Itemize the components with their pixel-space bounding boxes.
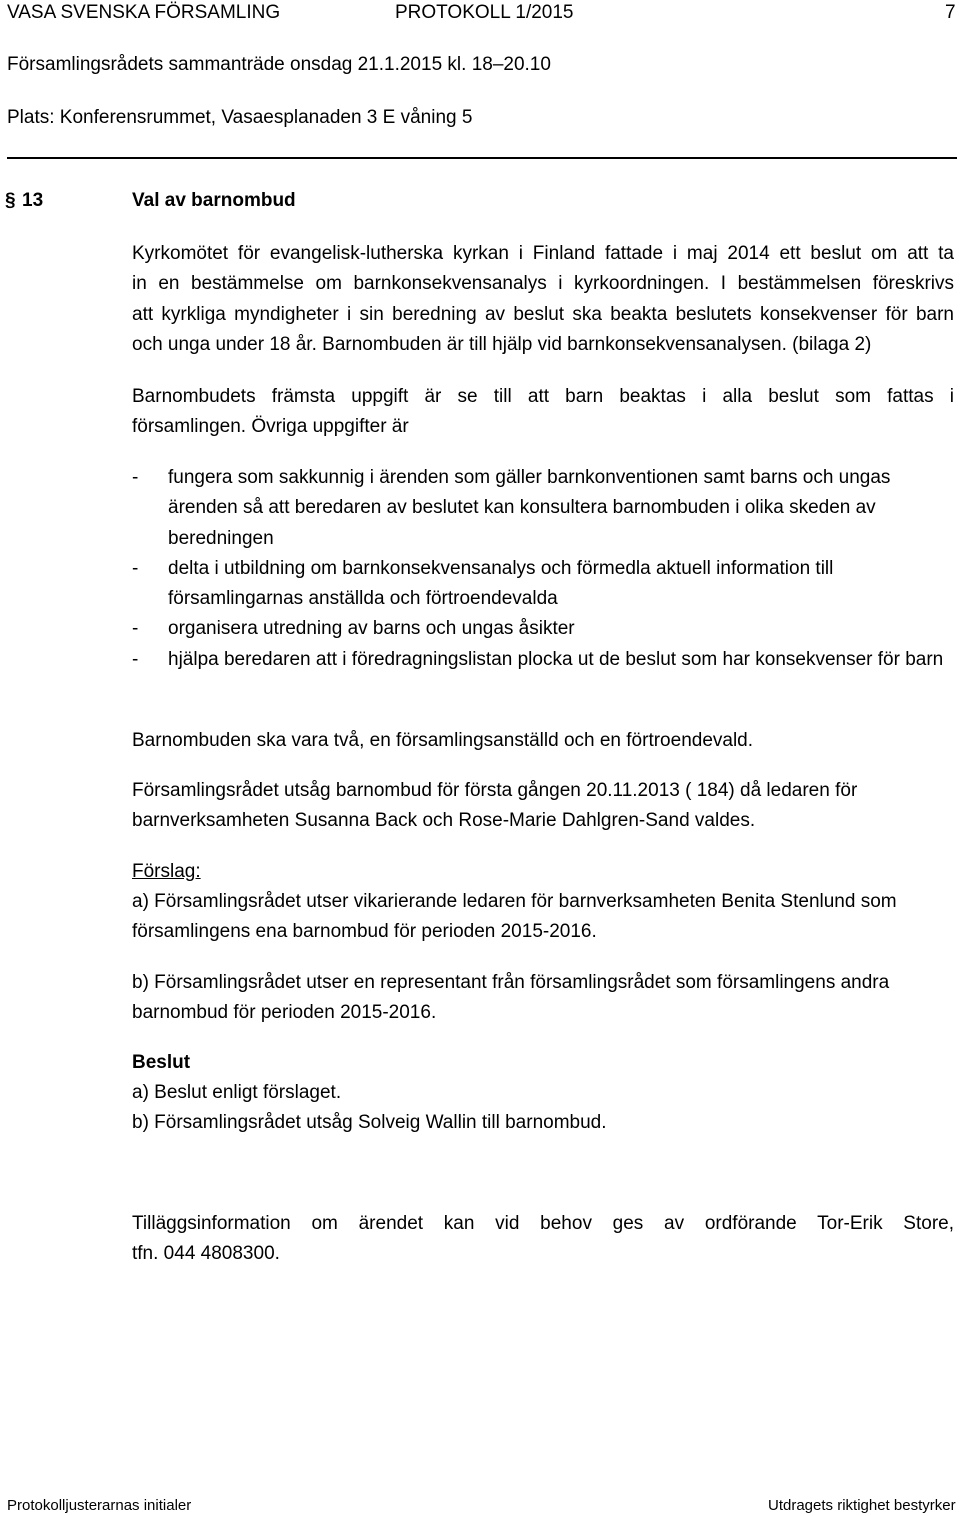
task-paragraph: [132, 382, 954, 443]
section-symbol: §: [5, 190, 16, 211]
list-item: [132, 645, 954, 675]
intro-line: Kyrkomötet för evangelisk-lutherska kyrkan i Finland fattade i maj 2014 ett beslut om att ta: [132, 243, 954, 264]
task-line: församlingen. Övriga uppgifter är: [132, 416, 409, 438]
decision-b: b) Församlingsrådet utsåg Solveig Wallin till barnombud.: [132, 1112, 607, 1133]
list-dash: -: [132, 618, 139, 640]
first-appointment-paragraph: [132, 776, 954, 837]
list-dash: -: [132, 467, 139, 488]
additional-info-line: tfn. 044 4808300.: [132, 1243, 280, 1265]
decision-label: Beslut: [132, 1052, 191, 1073]
list-item-text: hjälpa beredaren att i föredragningslistan plocka ut de beslut som har konsekvenser för barn: [168, 648, 944, 670]
footer-certification-label: Utdragets riktighet bestyrker: [768, 1497, 956, 1514]
first-appointment-line: Församlingsrådet utsåg barnombud för första gången 20.11.2013 ( 184) då ledaren för: [132, 780, 858, 801]
proposal-b: [132, 968, 954, 1029]
intro-line: och unga under 18 år. Barnombuden är till hjälp vid barnkonsekvensanalysen. (bilaga 2): [132, 333, 872, 355]
list-item-text: organisera utredning av barns och ungas åsikter: [168, 618, 575, 640]
proposal-a-line: församlingens ena barnombud för perioden 2015-2016.: [132, 921, 597, 943]
proposal-a: [132, 887, 954, 948]
list-dash: -: [132, 648, 139, 670]
proposal-b-line: barnombud för perioden 2015-2016.: [132, 1002, 437, 1024]
list-item: [132, 463, 954, 554]
intro-paragraph: [132, 239, 954, 360]
additional-info-line: Tilläggsinformation om ärendet kan vid behov ges av ordförande Tor-Erik Store,: [132, 1213, 954, 1234]
first-appointment-line: barnverksamheten Susanna Back och Rose-Marie Dahlgren-Sand valdes.: [132, 810, 756, 832]
section-number: 13: [22, 190, 44, 211]
meeting-place: Plats: Konferensrummet, Vasaesplanaden 3 E våning 5: [7, 107, 473, 128]
list-dash: -: [132, 557, 139, 579]
section-title: Val av barnombud: [132, 190, 296, 211]
additional-info: [132, 1209, 954, 1270]
intro-line: in en bestämmelse om barnkonsekvensanalys i kyrkoordningen. I bestämmelsen föreskrivs: [132, 273, 954, 295]
intro-line: att kyrkliga myndigheter i sin beredning av beslut ska beakta beslutets konsekvenser för barn: [132, 303, 954, 325]
list-item-text: delta i utbildning om barnkonsekvensanalys och förmedla aktuell information till församlingarnas anställda och förtroendevalda: [168, 557, 834, 610]
organization-name: VASA SVENSKA FÖRSAMLING: [7, 2, 281, 23]
task-list: [132, 463, 954, 675]
footer-initials-label: Protokolljusterarnas initialer: [7, 1497, 192, 1514]
proposal-a-line: a) Församlingsrådet utser vikarierande ledaren för barnverksamheten Benita Stenlund som: [132, 891, 897, 912]
protocol-number: PROTOKOLL 1/2015: [395, 2, 574, 23]
ombud-count-paragraph: Barnombuden ska vara två, en församlingsanställd och en förtroendevald.: [132, 730, 754, 751]
page-number: 7: [945, 2, 956, 23]
proposal-b-line: b) Församlingsrådet utser en representant från församlingsrådet som församlingens andra: [132, 972, 890, 993]
list-item: [132, 554, 954, 615]
list-item: [132, 614, 954, 644]
meeting-info: Församlingsrådets sammanträde onsdag 21.1.2015 kl. 18–20.10: [7, 54, 551, 75]
list-item-text: fungera som sakkunnig i ärenden som gäller barnkonventionen samt barns och ungas ärenden så att beredaren av beslutet kan konsultera barnombuden i olika skeden av beredningen: [168, 467, 891, 549]
header-divider: [7, 157, 957, 159]
proposal-label: Förslag:: [132, 861, 201, 882]
task-line: Barnombudets främsta uppgift är se till att barn beaktas i alla beslut som fattas i: [132, 386, 954, 407]
decision-a: a) Beslut enligt förslaget.: [132, 1082, 342, 1103]
